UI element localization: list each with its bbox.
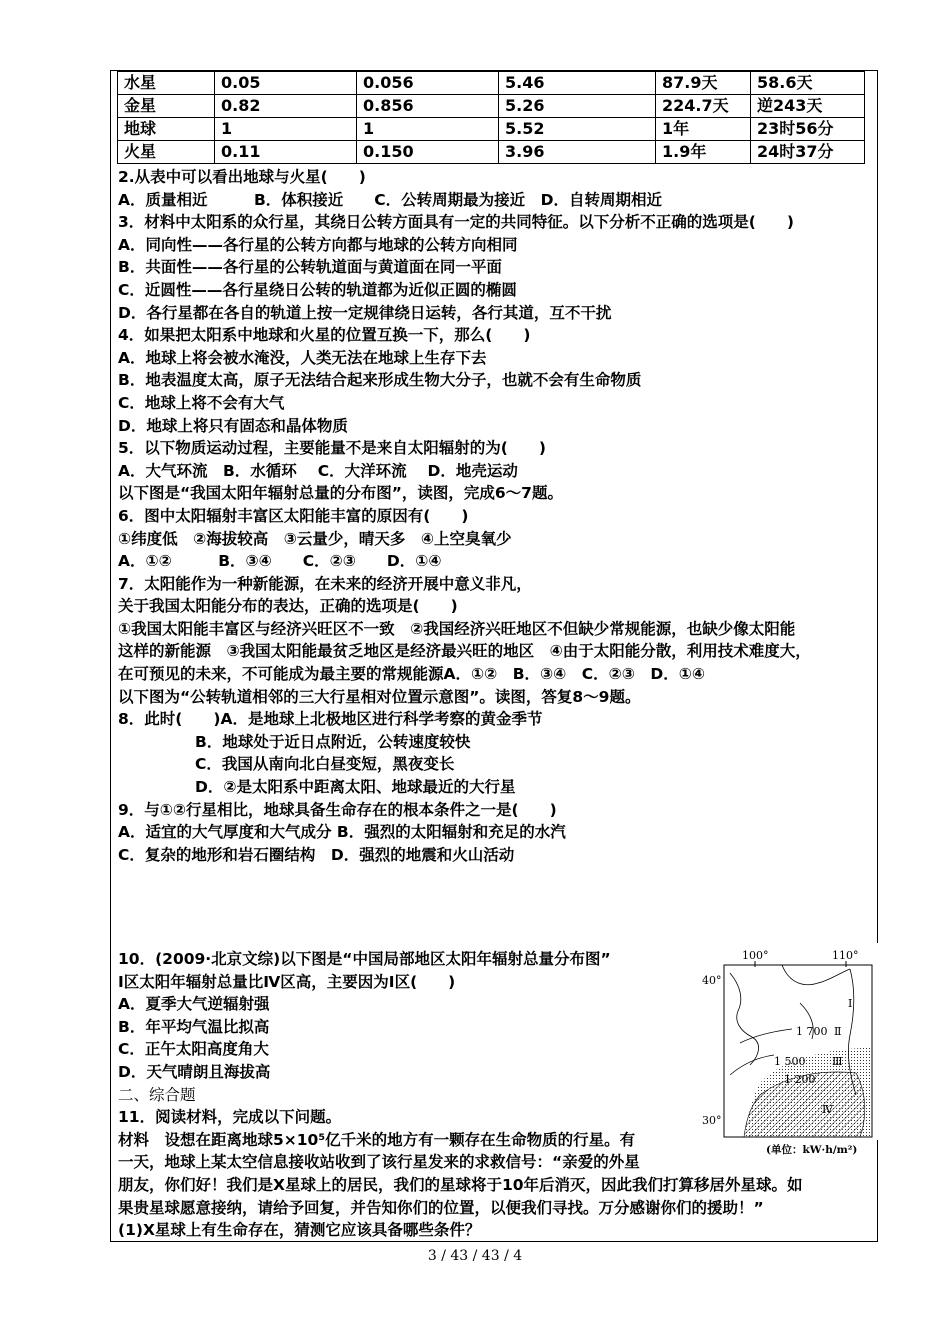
table-cell: 0.056: [357, 72, 499, 95]
question-line: 这样的新能源 ③我国太阳能最贫乏地区是经济最兴旺的地区 ④由于太阳能分散，利用技术难度大，: [118, 642, 811, 661]
isoline-label-1200: 1 200: [784, 1073, 816, 1086]
question-line: A．地球上将会被水淹没，人类无法在地球上生存下去: [118, 348, 487, 367]
zone-label-ii: Ⅱ: [834, 1025, 842, 1038]
question-line: C．近圆性——各行星绕日公转的轨道都为近似正圆的椭圆: [118, 280, 517, 299]
table-row: [118, 118, 865, 141]
table-cell: 0.150: [357, 141, 499, 164]
table-cell: 24时37分: [751, 141, 865, 164]
table-cell: 23时56分: [751, 118, 865, 141]
question-line: C．正午太阳高度角大: [118, 1040, 269, 1059]
planet-data-table: [117, 71, 865, 164]
question-line: D．②是太阳系中距离太阳、地球最近的大行星: [195, 778, 516, 797]
question-line: 材料 设想在距离地球5×10⁵亿千米的地方有一颗存在生命物质的行星。有: [118, 1130, 636, 1149]
table-cell: 0.82: [215, 95, 357, 118]
question-line: 5．以下物质运动过程，主要能量不是来自太阳辐射的为( ): [118, 439, 546, 458]
question-line: 7．太阳能作为一种新能源，在未来的经济开展中意义非凡，: [118, 574, 532, 593]
question-line: 果贵星球愿意接纳，请给予回复，并告知你们的位置，以便我们寻找。万分感谢你们的援助！”: [118, 1198, 764, 1217]
question-line: B．地球处于近日点附近，公转速度较快: [195, 732, 471, 751]
page-number-footer: 3 / 43 / 43 / 4: [427, 1248, 523, 1264]
map-unit-label: (单位：kW·h/m²): [766, 1144, 858, 1156]
solar-radiation-map: [700, 945, 878, 1160]
table-cell: 3.96: [499, 141, 656, 164]
question-line: C．我国从南向北白昼变短，黑夜变长: [195, 755, 455, 774]
table-cell: 224.7天: [656, 95, 751, 118]
question-line: A．质量相近 B．体积接近 C．公转周期最为接近 D．自转周期相近: [118, 190, 663, 209]
question-line: 在可预见的未来，不可能成为最主要的常规能源A．①② B．③④ C．②③ D．①④: [118, 665, 706, 684]
questions-2-to-9: [118, 166, 878, 866]
question-line: 4．如果把太阳系中地球和火星的位置互换一下，那么( ): [118, 326, 531, 345]
province-boundary: [782, 965, 850, 985]
table-cell: 逆243天: [751, 95, 865, 118]
question-line: 11．阅读材料，完成以下问题。: [118, 1108, 342, 1127]
question-line: B．共面性——各行星的公转轨道面与黄道面在同一平面: [118, 258, 502, 277]
question-line: A．①② B．③④ C．②③ D．①④: [118, 552, 442, 571]
question-line: 2.从表中可以看出地球与火星( ): [118, 168, 366, 186]
question-line: 一天，地球上某太空信息接收站收到了该行星发来的求救信号：“亲爱的外星: [118, 1153, 640, 1172]
table-cell: 金星: [118, 95, 215, 118]
question-line: 关于我国太阳能分布的表达，正确的选项是( ): [118, 597, 458, 616]
question-line: D．天气晴朗且海拔高: [118, 1062, 271, 1081]
question-line: B．地表温度太高，原子无法结合起来形成生物大分子，也就不会有生命物质: [118, 371, 642, 390]
table-row: [118, 72, 865, 95]
table-cell: 58.6天: [751, 72, 865, 95]
question-line: ①我国太阳能丰富区与经济兴旺区不一致 ②我国经济兴旺地区不但缺少常规能源，也缺少像太阳能: [118, 619, 796, 638]
table-cell: 水星: [118, 72, 215, 95]
question-line: 10．(2009·北京文综)以下图是“中国局部地区太阳年辐射总量分布图”: [118, 950, 611, 968]
isoline-1700: [740, 1029, 792, 1043]
frame-left-border-lower: [110, 943, 111, 1242]
table-cell: 1年: [656, 118, 751, 141]
table-cell: 0.11: [215, 141, 357, 164]
lon-label-110: 110°: [832, 949, 859, 962]
province-boundary: [730, 973, 759, 1065]
question-line: C．复杂的地形和岩石圈结构 D．强烈的地震和火山活动: [118, 845, 515, 864]
question-line: A．大气环流 B．水循环 C．大洋环流 D．地壳运动: [118, 461, 518, 480]
table-cell: 5.52: [499, 118, 656, 141]
table-row: [118, 95, 865, 118]
table-cell: 5.26: [499, 95, 656, 118]
section-heading: 二、综合题: [118, 1085, 196, 1104]
question-line: 以下图是“我国太阳年辐射总量的分布图”，读图，完成6～7题。: [118, 484, 563, 503]
table-cell: 火星: [118, 141, 215, 164]
table-cell: 87.9天: [656, 72, 751, 95]
question-line: ①纬度低 ②海拔较高 ③云量少，晴天多 ④上空臭氧少: [118, 529, 512, 548]
question-line: 6．图中太阳辐射丰富区太阳能丰富的原因有( ): [118, 506, 469, 525]
lat-label-40: 40°: [702, 974, 722, 987]
zone-label-i: Ⅰ: [848, 997, 853, 1010]
question-line: Ⅰ区太阳年辐射总量比Ⅳ区高，主要因为Ⅰ区( ): [118, 972, 456, 991]
question-line: D．地球上将只有固态和晶体物质: [118, 416, 348, 435]
table-cell: 0.05: [215, 72, 357, 95]
table-cell: 5.46: [499, 72, 656, 95]
question-line: B．年平均气温比拟高: [118, 1017, 270, 1036]
table-cell: 1.9年: [656, 141, 751, 164]
question-line: 3．材料中太阳系的众行星，其绕日公转方面具有一定的共同特征。以下分析不正确的选项是( ): [118, 213, 794, 232]
table-cell: 1: [215, 118, 357, 141]
table-row: [118, 141, 865, 164]
isoline-label-1700: 1 700: [796, 1025, 828, 1038]
isoline-label-1500: 1 500: [774, 1055, 806, 1068]
question-line: 9．与①②行星相比，地球具备生命存在的根本条件之一是( ): [118, 800, 557, 819]
question-line: (1)X星球上有生命存在，猜测它应该具备哪些条件？: [118, 1221, 481, 1240]
question-line: D．各行星都在各自的轨道上按一定规律绕日运转，各行其道，互不干扰: [118, 303, 612, 322]
question-line: A．适宜的大气厚度和大气成分 B．强烈的太阳辐射和充足的水汽: [118, 823, 566, 842]
table-cell: 1: [357, 118, 499, 141]
question-line: 8．此时( )A．是地球上北极地区进行科学考察的黄金季节: [118, 710, 543, 729]
frame-left-border: [110, 70, 111, 943]
question-line: A．夏季大气逆辐射强: [118, 995, 270, 1014]
lat-label-30: 30°: [702, 1114, 722, 1127]
isoline-1500: [730, 1055, 774, 1075]
question-line: 朋友，你们好！我们是X星球上的居民，我们的星球将于10年后消灭，因此我们打算移居外星球。如: [118, 1175, 803, 1194]
question-line: A．同向性——各行星的公转方向都与地球的公转方向相同: [118, 235, 518, 254]
table-cell: 地球: [118, 118, 215, 141]
table-cell: 0.856: [357, 95, 499, 118]
zone-label-iii: Ⅲ: [832, 1055, 843, 1068]
lon-label-100: 100°: [742, 949, 769, 962]
question-line: 以下图为“公转轨道相邻的三大行星相对位置示意图”。读图，答复8～9题。: [118, 687, 641, 706]
zone-label-iv: Ⅳ: [822, 1103, 833, 1116]
question-line: C．地球上将不会有大气: [118, 393, 285, 412]
